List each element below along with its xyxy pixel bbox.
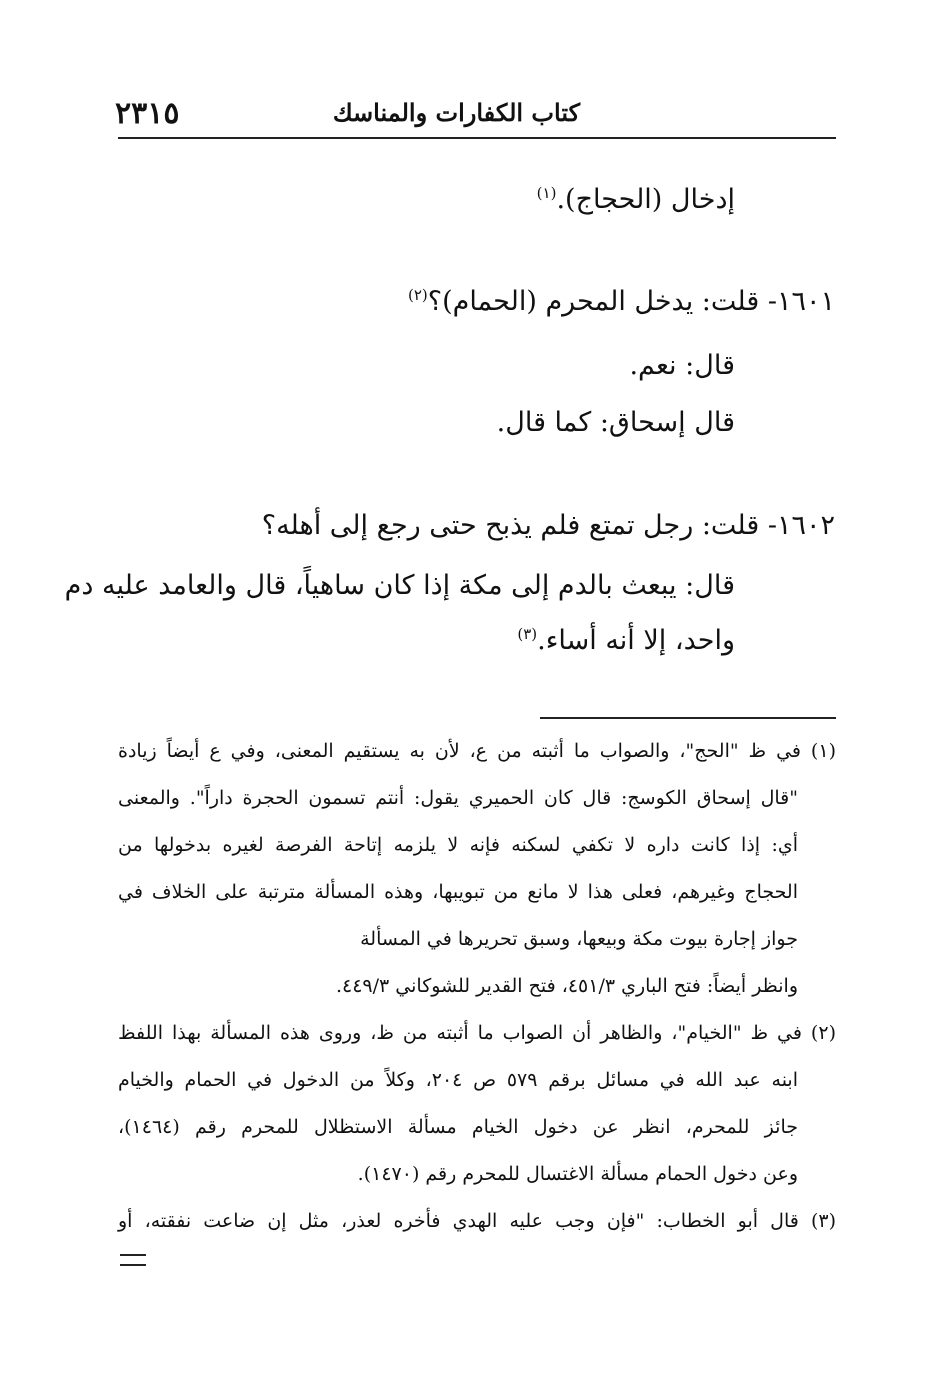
footnote-line: أي: إذا كانت داره لا تكفي لسكنه فإنه لا يلزمه إتاحة الفرصة لغيره بدخولها من [118,834,798,856]
footnote-line: الحجاج وغيرهم، فعلى هذا لا مانع من تبويبها، وهذه المسألة مترتبة على الخلاف في [118,881,798,903]
footnote-line: وانظر أيضاً: فتح الباري ٤٥١/٣، فتح القدير للشوكاني ٤٤٩/٣. [335,975,798,997]
answer-line: قال: نعم. [629,350,735,381]
header-rule [118,137,836,139]
page-number: ٢٣١٥ [115,96,180,131]
question-1602: ١٦٠٢- قلت: رجل تمتع فلم يذبح حتى رجع إلى أهله؟ [261,510,835,541]
footnote-ref: (٢) [407,286,428,304]
footnote-line: جائز للمحرم، انظر عن دخول الخيام مسألة الاستظلال للمحرم رقم (١٤٦٤)، [118,1116,798,1138]
footnote-line: (٢) في ظ "الخيام"، والظاهر أن الصواب ما أثبته من ظ، وروى هذه المسألة بهذا اللفظ [118,1022,836,1044]
book-title: كتاب الكفارات والمناسك [332,98,580,127]
footnote-ref: (١) [536,184,557,202]
footnote-rule [540,717,836,719]
running-header [115,92,835,132]
ishaq-line: قال إسحاق: كما قال. [496,407,735,438]
continuation-mark [120,1254,146,1266]
footnote-line: ابنه عبد الله في مسائل برقم ٥٧٩ ص ٢٠٤، وكلاً من الدخول في الحمام والخيام [118,1069,798,1091]
question-1601: ١٦٠١- قلت: يدخل المحرم (الحمام)؟$^{(٢)}$ [407,286,835,317]
footnote-line: (٣) قال أبو الخطاب: "فإن وجب عليه الهدي فأخره لعذر، مثل إن ضاعت نفقته، أو [118,1210,836,1232]
footnote-line: (١) في ظ "الحج"، والصواب ما أثبته من ع، لأن به يستقيم المعنى، وفي ع أيضاً زيادة [118,740,836,762]
footnote-line: "قال إسحاق الكوسج: قال كان الحميري يقول: أنتم تسمون الحجرة داراً". والمعنى [118,787,798,809]
text-line: إدخال (الحجاج).$^{(١)}$ [536,184,735,215]
footnote-line: وعن دخول الحمام مسألة الاغتسال للمحرم رقم (١٤٧٠). [357,1163,798,1185]
text-line: واحد، إلا أنه أساء.$^{(٣)}$ [517,625,735,656]
footnote-ref: (٣) [517,625,538,643]
footnote-line: جواز إجارة بيوت مكة وبيعها، وسبق تحريرها في المسألة [360,928,798,950]
answer-line: قال: يبعث بالدم إلى مكة إذا كان ساهياً، قال والعامد عليه دم [64,570,735,601]
